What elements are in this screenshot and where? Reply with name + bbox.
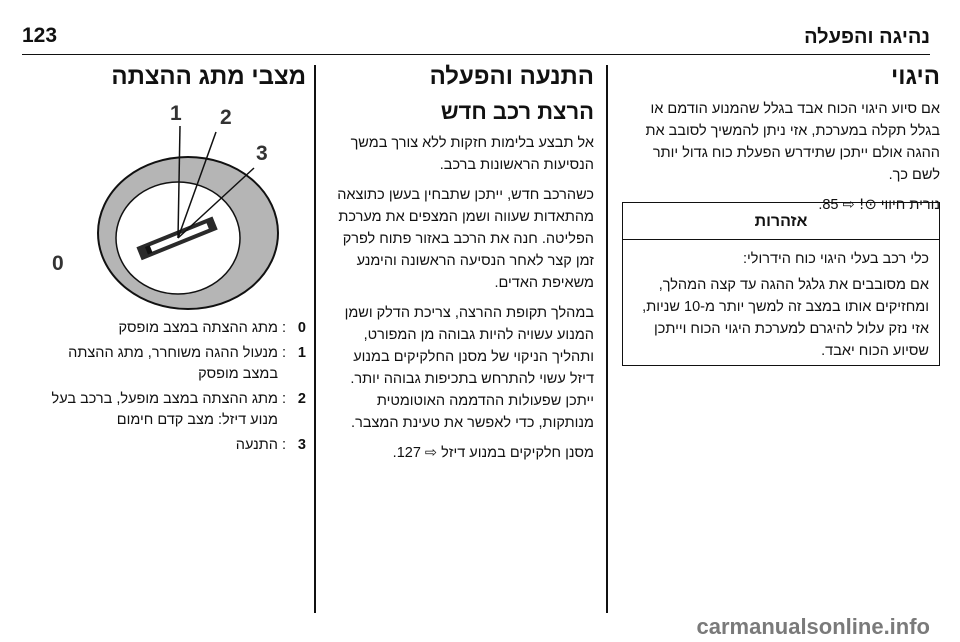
page-header (22, 24, 930, 55)
legend-text: מנעול ההגה משוחרר, מתג ההצתה במצב מופסק (68, 345, 278, 382)
position-label-2: 2 (220, 106, 232, 129)
break-in-paragraph-3: במהלך תקופת ההרצה, צריכת הדלק ושמן המנוע עשויה להיות גבוהה מן המפורט, ותהליך הניקוי של מסנן החלקיקים במנוע דיזל עשוי להתרחש בתכיפות גבוהה יותר. ייתכן שפעולות ההדממה האוטומטית מנותקות, כדי לאפשר את טעינת המצבר. (344, 304, 594, 431)
legend-number: 2 (297, 391, 306, 407)
steering-paragraph: אם סיוע היגוי הכוח אבד בגלל שהמנוע הודמם או בגלל תקלה במערכת, אזי ניתן להמשיך לסובב את ההגה אולם ייתכן שתידרש הפעלת כוח גדול יותר לשם כך. (645, 101, 940, 183)
running-title: נהיגה והפעלה (804, 26, 930, 48)
diesel-filter-pointer (326, 442, 594, 464)
page-number: 123 (22, 24, 58, 47)
pointer-text: מסנן חלקיקים במנוע דיזל (441, 444, 594, 461)
ignition-heading: מצבי מתג ההצתה (111, 63, 306, 90)
break-in-paragraph-1: אל תבצע בלימות חזקות ללא צורך במשך הנסיעות הראשונות ברכב. (350, 134, 594, 173)
position-label-0: 0 (52, 252, 64, 275)
watermark: carmanualsonline.info (696, 614, 930, 639)
legend-item (30, 435, 306, 456)
page-reference-arrow-icon: ⇨ (842, 197, 855, 213)
column-divider-left (314, 65, 316, 613)
pointer-page-ref: 85. (818, 197, 839, 213)
legend-colon: : (281, 437, 287, 453)
legend-item (30, 343, 306, 385)
legend-number: 0 (297, 320, 306, 336)
starting-heading: התנעה והפעלה (429, 63, 594, 90)
warning-text: אם מסובבים את גלגל ההגה עד קצה המהלך, ומחזיקים אותו במצב זה למשך יותר מ-10 שניות, אזי נזק עלול להיגרם למערכת היגוי הכוח וייתכן שסיוע הכוח יאבד. (642, 277, 929, 359)
page-reference-arrow-icon: ⇨ (424, 444, 438, 461)
ignition-positions-section (30, 62, 306, 98)
position-label-3: 3 (256, 142, 268, 165)
ignition-switch-diagram (40, 98, 302, 310)
warning-intro: כלי רכב בעלי היגוי כוח הידרולי: (742, 251, 929, 267)
warning-box (622, 202, 940, 366)
legend-item (30, 318, 306, 339)
legend-text: מתג ההצתה במצב מופסק (118, 320, 278, 336)
legend-colon: : (281, 391, 287, 407)
legend-number: 1 (297, 345, 306, 361)
steering-heading: היגוי (891, 63, 940, 90)
pointer-text: נורית חיווי (880, 197, 940, 213)
power-steering-warning-icon: ⊙! (858, 197, 877, 213)
break-in-subheading: הרצת רכב חדש (440, 99, 594, 124)
pointer-page-ref: 127. (392, 444, 421, 461)
warning-title: אזהרות (623, 203, 939, 240)
legend-text: מתג ההצתה במצב מופעל, ברכב בעל מנוע דיזל: מצב קדם חימום (51, 391, 278, 428)
position-label-1: 1 (170, 102, 182, 125)
column-divider-right (606, 65, 608, 613)
starting-operating-section (326, 62, 594, 472)
legend-colon: : (281, 345, 287, 361)
break-in-paragraph-2: כשהרכב חדש, ייתכן שתבחין בעשן כתוצאה מהתאדות שעווה ושמן המצפים את מערכת הפליטה. חנה את הרכב באזור פתוח לפרק זמן קצר לאחר הנסיעה הראשונה והימנע משאיפת האדים. (337, 186, 594, 291)
legend-number: 3 (297, 437, 306, 453)
steering-section (622, 62, 940, 224)
legend-item (30, 389, 306, 431)
legend-colon: : (281, 320, 287, 336)
ignition-legend (30, 318, 306, 460)
legend-text: התנעה (235, 437, 278, 453)
